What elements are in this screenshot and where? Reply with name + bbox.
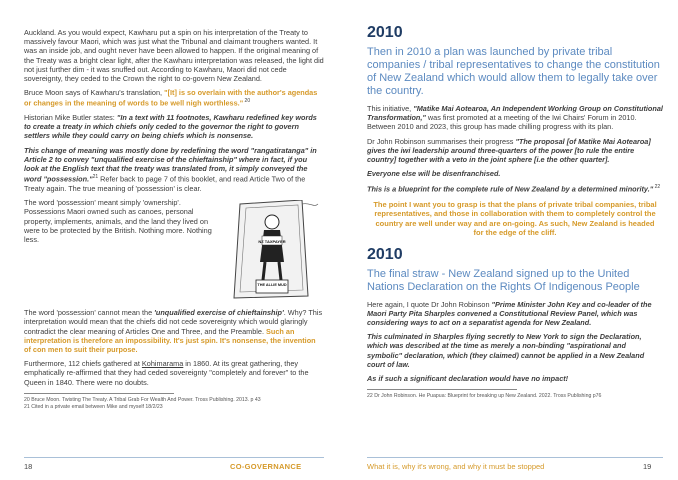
- moon-quote: "[It] is so overlain with the author's agendas or changes in the meaning of words to be well nigh worthless.": [24, 88, 318, 108]
- paragraph: Bruce Moon says of Kawharu's translation, "[It] is so overlain with the author's agendas or changes in the meaning of words to be well nigh worthless." $^{20}$: [24, 88, 318, 108]
- paragraph: This initiative, "Matike Mai Aotearoa, An Independent Working Group on Constitutional Transformation," was first promoted at a meeting of the Iwi Chairs' Forum in 2010. Between 2010 and 2023, this group has made chilling progress with its plan.: [367, 104, 663, 132]
- footnote-22: 22 Dr John Robinson. He Puapua: Blueprint for breaking up New Zealand. 2022. Tross Publishing p76: [367, 393, 602, 400]
- section-heading: 2010: [367, 245, 403, 263]
- footer-title: CO-GOVERNANCE: [230, 462, 302, 471]
- footnote-20: 20 Bruce Moon. Twisting The Treaty. A Tribal Grab For Wealth And Power. Tross Publishing. 2013. p 43: [24, 396, 261, 403]
- text-with-cartoon: [24, 198, 324, 308]
- paragraph: This change of meaning was mostly done by redefining the word "rangatiratanga" in Article 2 to convey "unqualified exercise of the chieftainship" where in fact, if you look at the English text that the treaty was translated from, it simply conveyed the word "possession."$^{21}$ Refer back to page 7 of this booklet, and read Article Two of the Treaty again. The true meaning of 'possession' is clear.: [24, 145, 317, 193]
- section-heading: 2010: [367, 24, 403, 41]
- footnote-ref: 22: [653, 184, 661, 191]
- wrapped-text: [24, 198, 212, 308]
- kohimarama-link[interactable]: Kohimarama: [141, 359, 184, 369]
- paragraph: Historian Mike Butler states: "In a text with 11 footnotes, Kawharu redefined key words to create a treaty in which chiefs only ceded to the governor the right to govern settlers while they could carry on being chiefs which is nonsense.: [24, 113, 317, 141]
- paragraph: The word 'possession' meant simply 'ownership'. Possessions Maori owned such as canoes, personal property, implements, animals, and the land they lived on were to be protected by the British. Nothing more. Nothing less.: [24, 198, 212, 244]
- taxpayer-cartoon: [218, 200, 322, 308]
- paragraph: This culminated in Sharples flying secretly to New York to sign the Declaration, which was described at the time as merely a non-binding "aspirational and symbolic" declaration, which (they claimed) cannot be applied in a New Zealand court of law.: [367, 332, 645, 369]
- footnote-ref: 20: [243, 98, 251, 105]
- page-number: 18: [24, 462, 33, 471]
- page-number: 19: [643, 462, 652, 471]
- footer-divider: [367, 457, 663, 458]
- cartoon-sign-top: NZ TAXPAYER: [258, 239, 286, 245]
- footnote-divider: [367, 389, 517, 390]
- cartoon-drawing-icon: [218, 200, 322, 308]
- paragraph: Auckland. As you would expect, Kawharu put a spin on his interpretation of the Treaty to massively favour Maori, which was just what the Tribunal and claimant troughers wanted. It was an inside job, and ought never have been allowed to happen. If the original meaning of the Treaty was a bright clear light, after the Kawharu interpretation was released, the light did not just further dim - it was snuffed out. According to Kawharu, Maori did not cede sovereignty, they ceded to the Crown the right to co-govern New Zealand.: [24, 28, 324, 84]
- right-column: [367, 24, 663, 400]
- section-lead: The final straw - New Zealand signed up to the United Nations Declaration on the Rights Of Indigenous People: [367, 267, 640, 293]
- section-lead: Then in 2010 a plan was launched by private tribal companies / tribal representatives to change the constitution of New Zealand which would allow them to legally take over the country.: [367, 46, 660, 97]
- paragraph: The word 'possession' cannot mean the 'unqualified exercise of chieftainship'. Why? This interpretation would mean that the chiefs did not cede sovereignty which would glaringly contradict the clear meaning of Articles One and Three, and the Preamble. Such an interpretation is therefore an impossibility. It's just spin. It's nonsense, the invention of con men to suit their purpose.: [24, 308, 323, 354]
- footnote-21: 21 Cited in a private email between Mike and myself 18/2/23: [24, 403, 163, 410]
- footer-subtitle: What it is, why it's wrong, and why it must be stopped: [367, 462, 545, 471]
- footer-divider: [24, 457, 324, 458]
- butler-quote: "In a text with 11 footnotes, Kawharu redefined key words to create a treaty in which chiefs only ceded to the governor the right to govern settlers while they could carry on being chiefs which is nonsense.: [24, 113, 317, 141]
- pull-quote: The point I want you to grasp is that the plans of private tribal companies, tribal representatives, and those in collaboration with them to completely control the country are well under way and are on-going. As such, New Zealand is headed for the edge of the cliff.: [373, 200, 657, 238]
- paragraph: Furthermore, 112 chiefs gathered at Kohimarama in 1860. At its great gathering, they emphatically re-affirmed that they had ceded sovereignty "completely and forever" to the Queen in 1840. There were no doubts.: [24, 359, 309, 387]
- cartoon-sign-bottom: THE ALLIE MUD: [257, 283, 287, 288]
- paragraph: Here again, I quote Dr John Robinson "Prime Minister John Key and co-leader of the Maori Party Pita Sharples convened a Constitutional Review Panel, which was considering ways to act on a separatist agenda for New Zealand.: [367, 299, 652, 328]
- left-column: [24, 28, 324, 410]
- right-page: [339, 0, 678, 480]
- spin-highlight: Such an interpretation is therefore an impossibility. It's just spin. It's nonsense, the invention of con men to suit their purpose.: [24, 326, 316, 354]
- footnote-ref: 21: [92, 174, 99, 181]
- paragraph: This is a blueprint for the complete rule of New Zealand by a determined minority." $^{22}$: [367, 184, 661, 194]
- paragraph: As if such a significant declaration would have no impact!: [367, 374, 569, 384]
- paragraph: Dr John Robinson summarises their progress "The proposal [of Matike Mai Aotearoa] gives the iwi leadership around three-quarters of the power [to rule the entire country] together with a veto in the joint sphere [i.e the other quarter].: [367, 136, 651, 165]
- butler-quote-cont: This change of meaning was mostly done by redefining the word "rangatiratanga" in Article 2 to convey "unqualified exercise of the chieftainship" where in fact, if you look at the English text that the treaty was translated from, it simply conveyed the word "possession.": [24, 145, 317, 184]
- footnote-divider: [24, 393, 174, 394]
- paragraph: Everyone else will be disenfranchised.: [367, 169, 501, 179]
